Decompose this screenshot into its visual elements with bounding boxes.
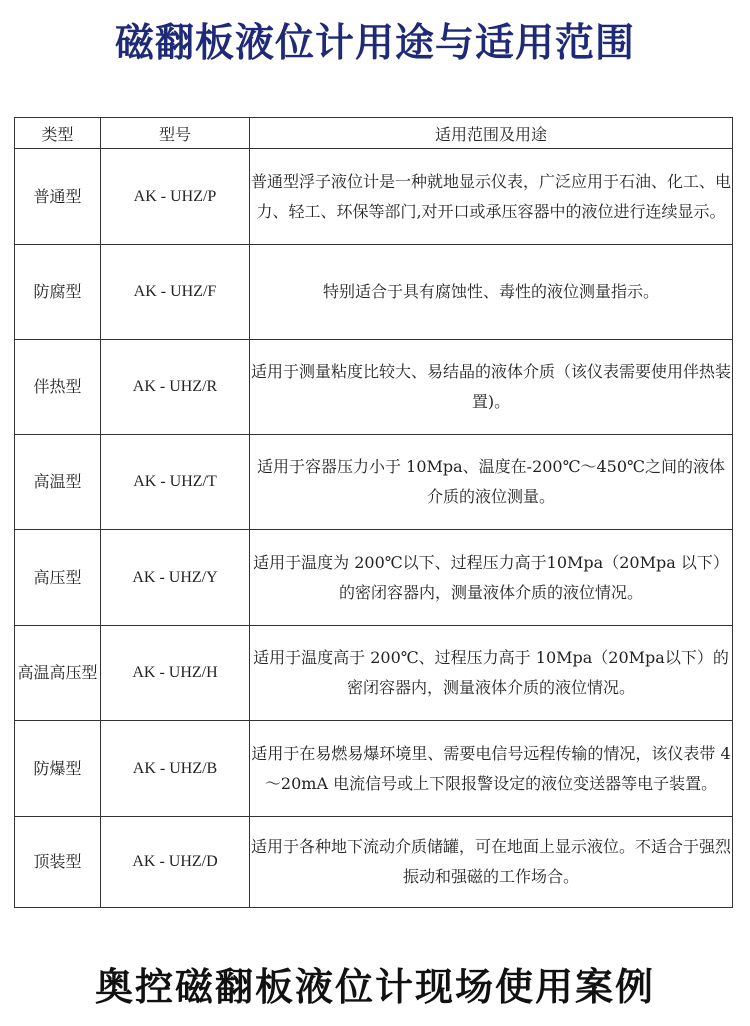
page-title: 磁翻板液位计用途与适用范围 [114,21,635,66]
model-cell: AK - UHZ/Y [101,530,250,626]
model-cell: AK - UHZ/D [101,817,250,908]
table-row [15,340,733,435]
type-cell: 伴热型 [15,340,101,435]
type-cell: 普通型 [15,149,101,245]
type-cell: 顶装型 [15,817,101,908]
desc-cell: 适用于温度为 200℃以下、过程压力高于10Mpa（20Mpa 以下）的密闭容器内，测量液体介质的液位情况。 [250,530,733,626]
type-cell: 防腐型 [15,245,101,340]
section-title: 奥控磁翻板液位计现场使用案例 [94,965,655,1009]
header-type: 类型 [15,118,101,149]
model-cell: AK - UHZ/T [101,435,250,530]
desc-cell: 适用于在易燃易爆环境里、需要电信号远程传输的情况，该仪表带 4～20mA 电流信号或上下限报警设定的液位变送器等电子装置。 [250,721,733,817]
type-cell: 高温型 [15,435,101,530]
model-cell: AK - UHZ/H [101,626,250,721]
table-row [15,721,733,817]
desc-cell: 适用于测量粘度比较大、易结晶的液体介质（该仪表需要使用伴热装置)。 [250,340,733,435]
desc-cell: 特别适合于具有腐蚀性、毒性的液位测量指示。 [250,245,733,340]
model-cell: AK - UHZ/P [101,149,250,245]
desc-cell: 适用于容器压力小于 10Mpa、温度在-200℃～450℃之间的液体介质的液位测量。 [250,435,733,530]
model-cell: AK - UHZ/B [101,721,250,817]
header-desc: 适用范围及用途 [250,118,733,149]
table-row [15,245,733,340]
desc-cell: 适用于各种地下流动介质储罐，可在地面上显示液位。不适合于强烈振动和强磁的工作场合。 [250,817,733,908]
table-row [15,626,733,721]
type-cell: 高压型 [15,530,101,626]
table-row [15,530,733,626]
spec-table [14,117,733,908]
model-cell: AK - UHZ/R [101,340,250,435]
desc-cell: 普通型浮子液位计是一种就地显示仪表，广泛应用于石油、化工、电力、轻工、环保等部门,对开口或承压容器中的液位进行连续显示。 [250,149,733,245]
table-row [15,149,733,245]
model-cell: AK - UHZ/F [101,245,250,340]
desc-cell: 适用于温度高于 200℃、过程压力高于 10Mpa（20Mpa以下）的密闭容器内，测量液体介质的液位情况。 [250,626,733,721]
table-row [15,817,733,908]
table-header-row [15,118,733,149]
table-row [15,435,733,530]
header-model: 型号 [101,118,250,149]
type-cell: 防爆型 [15,721,101,817]
type-cell: 高温高压型 [15,626,101,721]
